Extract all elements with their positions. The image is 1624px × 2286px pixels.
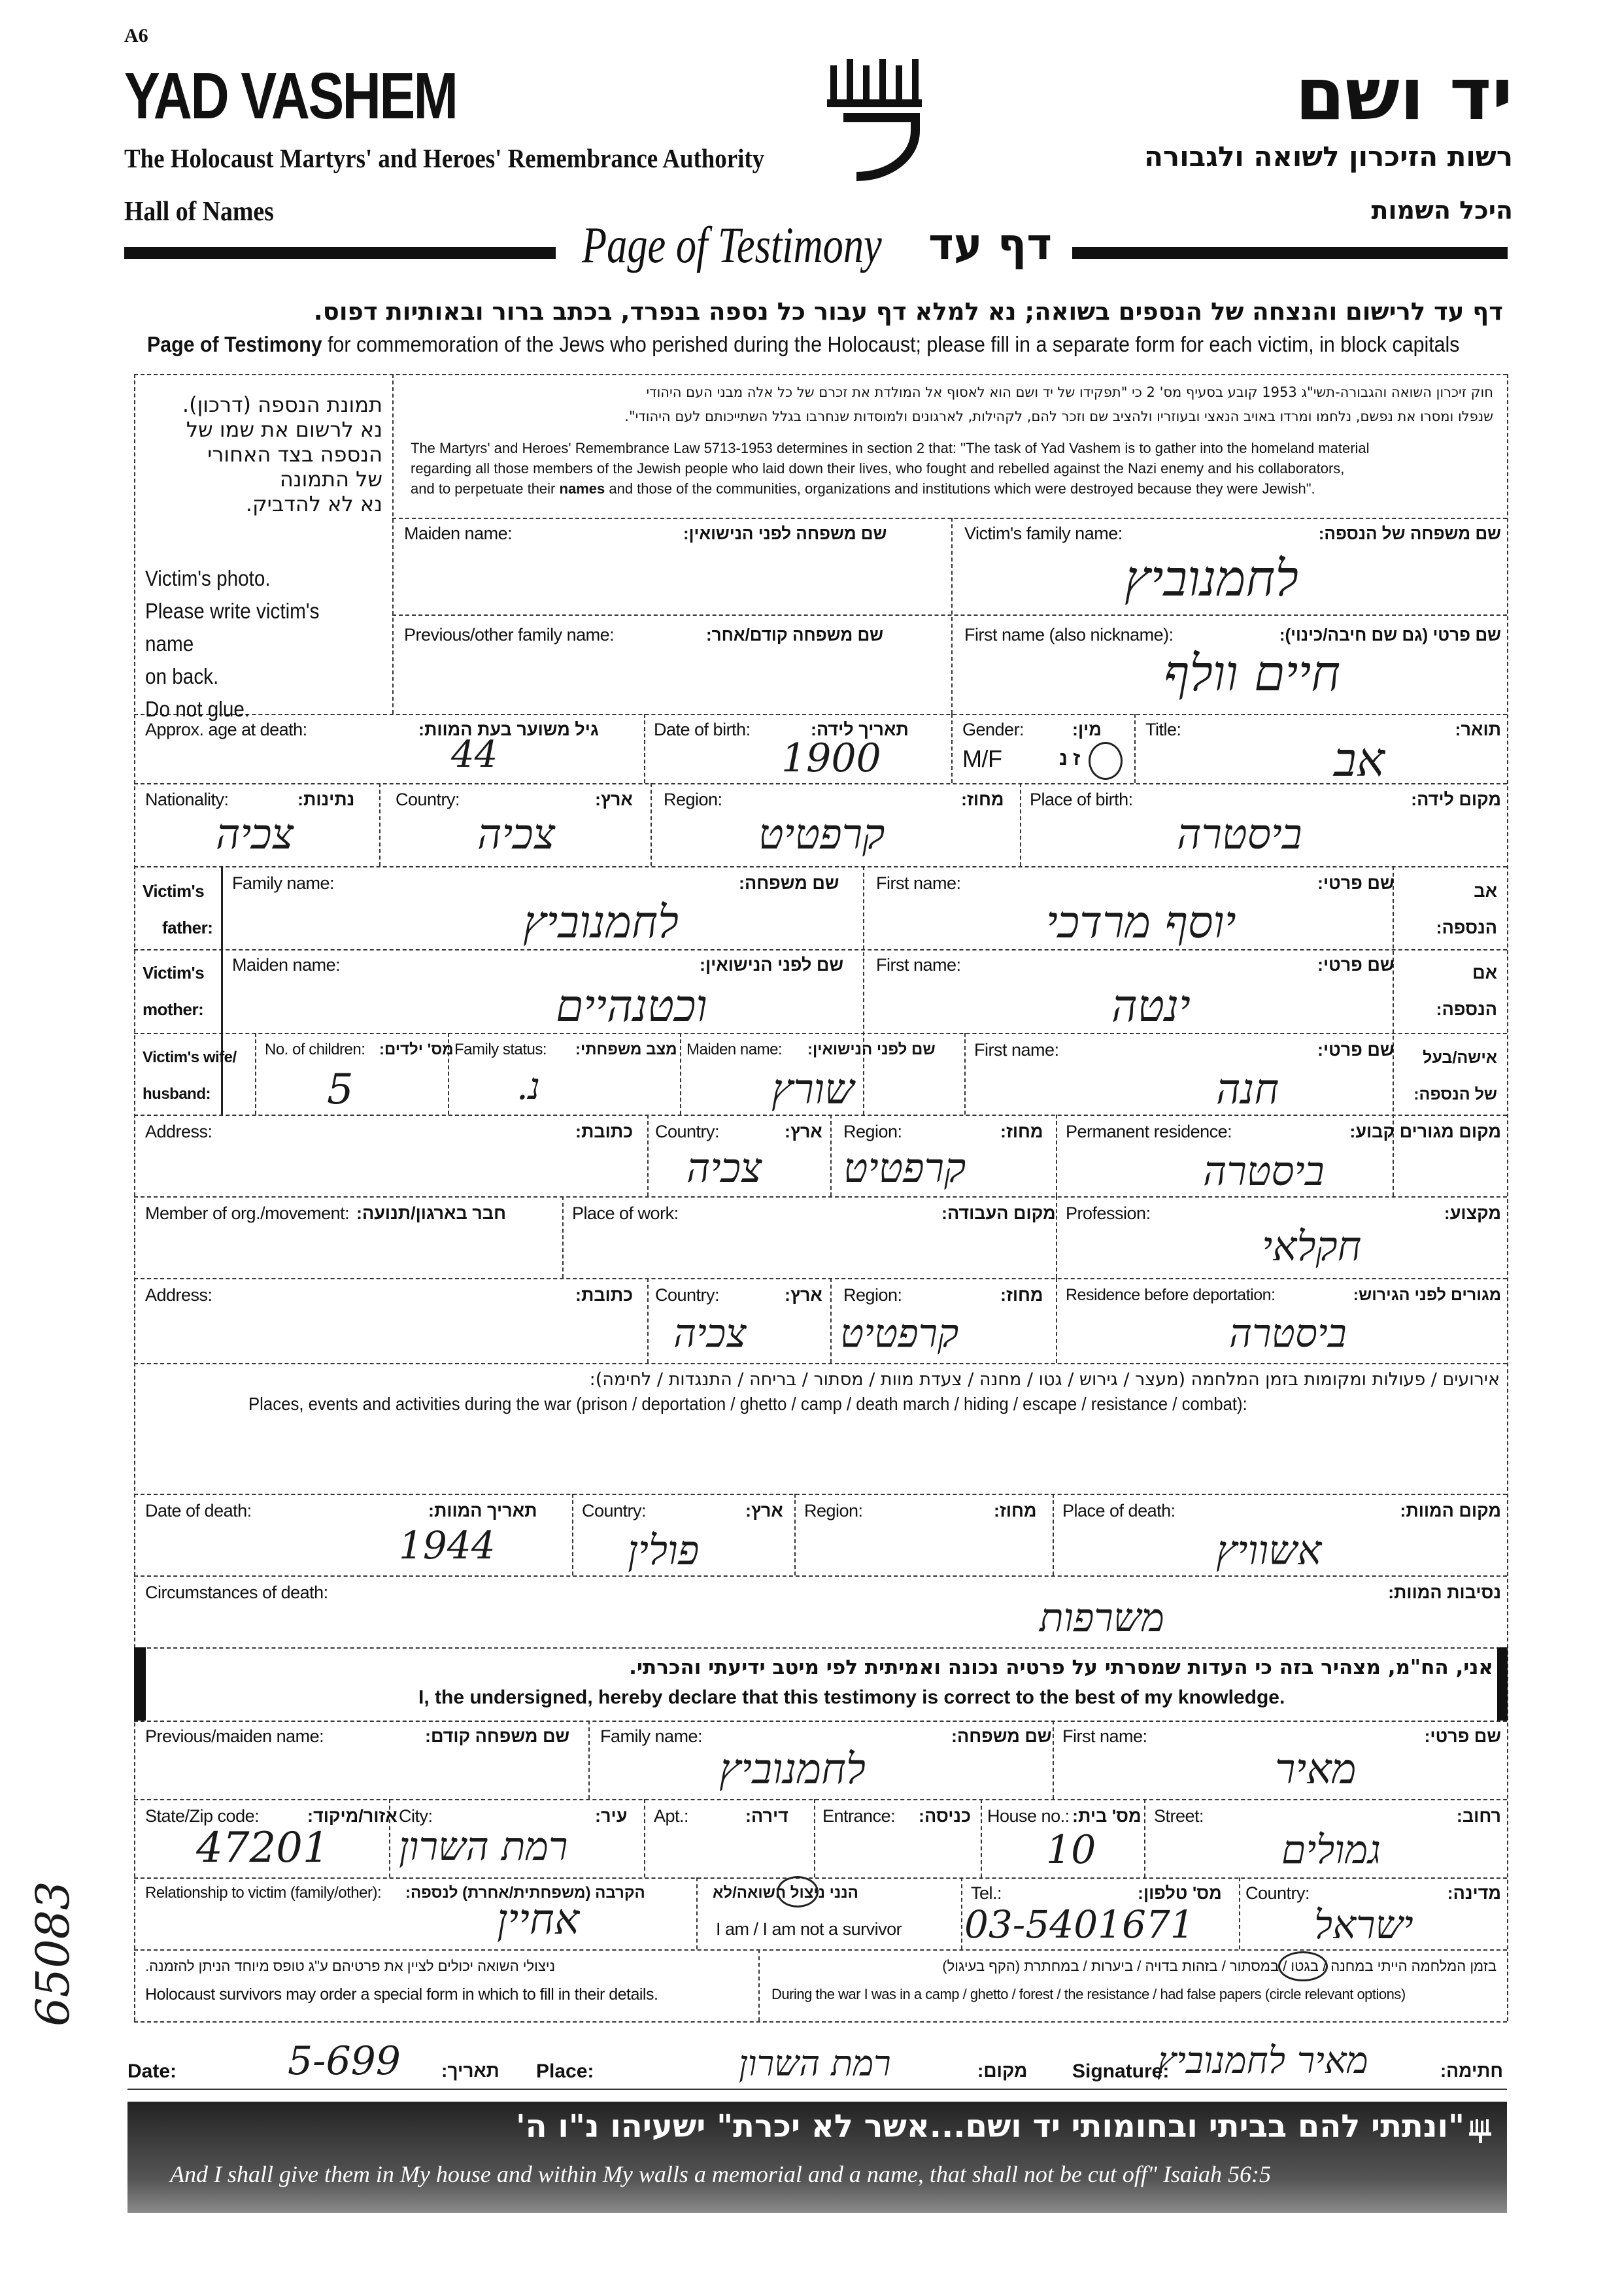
city-label: City:	[399, 1806, 433, 1826]
gender-label-he: מין:	[1072, 720, 1102, 739]
country-submitter-label-he: מדינה:	[1447, 1883, 1501, 1903]
mother-row-label-he: אם הנספה:	[1436, 963, 1497, 1019]
nationality-label-he: נתינות:	[297, 790, 355, 809]
family-status-label-he: מצב משפחתי:	[575, 1041, 677, 1058]
spouse-maiden-label-he: שם לפני הנישואין:	[807, 1041, 936, 1058]
photo-en-line: Please write victim's name	[145, 599, 320, 656]
spouse-row-label: Victim's wife/ husband:	[143, 1049, 237, 1103]
photo-en-line: on back.	[145, 664, 219, 688]
authority-en: The Holocaust Martyrs' and Heroes' Remembrance Authority	[124, 143, 765, 173]
father-row-label-he: אב הנספה:	[1436, 881, 1497, 937]
margin-number: 65083	[26, 1881, 80, 2026]
first-name-label-he: שם פרטי (גם שם חיבה/כינוי):	[1279, 625, 1501, 645]
death-country-value[interactable]: פולין	[628, 1526, 700, 1574]
maiden-name-label: Maiden name:	[404, 524, 513, 543]
sig-signature-label: Signature:	[1072, 2060, 1170, 2082]
address1-region-value[interactable]: קרפטיט	[843, 1144, 966, 1192]
camp-note-en: During the war I was in a camp / ghetto / forest / the resistance / had false papers (circle relevant options)	[771, 1986, 1406, 2002]
tel-label-he: מס' טלפון:	[1138, 1883, 1222, 1903]
address1-country-value[interactable]: צכיה	[686, 1144, 762, 1192]
father-family-label-he: שם משפחה:	[739, 873, 839, 893]
title-bar-right	[1072, 247, 1508, 259]
first-name-value[interactable]: חיים וולף	[1164, 644, 1341, 702]
place-of-work-label: Place of work:	[572, 1203, 679, 1223]
address2-label: Address:	[145, 1285, 212, 1305]
death-region-label-he: מחוז:	[994, 1501, 1037, 1521]
address1-label-he: כתובת:	[575, 1122, 634, 1141]
relationship-label-he: הקרבה (משפחתית/אחרת) לנספה:	[405, 1884, 645, 1902]
sig-date-label: Date:	[127, 2060, 177, 2082]
intro-he: דף עד לרישום והנצחה של הנספים בשואה; נא למלא דף עבור כל נספה בנפרד, בכתב ברור ובאותיות דפוס.	[313, 297, 1503, 326]
spouse-first-label: First name:	[974, 1040, 1059, 1060]
survivor-label-en[interactable]: I am / I am not a survivor	[716, 1919, 902, 1939]
corner-mark: A6	[124, 25, 148, 46]
menorah-icon	[1468, 2118, 1494, 2144]
hall-en: Hall of Names	[124, 197, 274, 227]
dob-label-he: תאריך לידה:	[811, 720, 909, 739]
org-name-he: יד ושם	[1294, 52, 1513, 136]
address2-country-label: Country:	[655, 1285, 720, 1305]
photo-he-line: נא לא להדביק.	[245, 492, 382, 516]
gender-circle	[1089, 742, 1123, 780]
address1-region-label-he: מחוז:	[1000, 1122, 1043, 1141]
camp-circle	[1278, 1951, 1328, 1981]
place-of-birth-label-he: מקום לידה:	[1411, 790, 1501, 809]
spouse-maiden-label: Maiden name:	[686, 1041, 783, 1058]
photo-he-line: של התמונה	[279, 467, 382, 492]
submitter-family-label: Family name:	[600, 1726, 703, 1746]
family-status-value[interactable]: נ.	[516, 1066, 541, 1108]
father-row-label: Victim's father:	[143, 881, 213, 937]
address2-country-value[interactable]: צכיה	[673, 1311, 747, 1356]
sig-date-value[interactable]: 5-699	[288, 2038, 401, 2084]
street-value[interactable]: גמולים	[1281, 1827, 1381, 1873]
law-he-2: שנפלו ומסרו את נפשם, נלחמו ומרדו באויב הנאצי ובעוזריו ולהציב שם וזכר להם, לקהילות, לארגונים ולמוסדות שנחרבו בגלל השתייכותם לעם היהודי".	[624, 409, 1493, 424]
dob-label: Date of birth:	[654, 720, 751, 739]
father-first-value[interactable]: יוסף מרדכי	[1046, 897, 1236, 949]
circumstances-value[interactable]: משרפות	[1040, 1595, 1164, 1641]
country-submitter-label: Country:	[1245, 1883, 1310, 1903]
submitter-prev-label-he: שם משפחה קודם:	[425, 1726, 570, 1746]
victim-family-name-label: Victim's family name:	[964, 524, 1123, 543]
title-label-he: תואר:	[1455, 720, 1501, 739]
maiden-name-label-he: שם משפחה לפני הנישואין:	[683, 524, 887, 543]
signature-underline	[127, 2089, 1507, 2090]
photo-en-line: Victim's photo.	[145, 566, 271, 590]
region-label-he: מחוז:	[961, 790, 1004, 809]
member-label: Member of org./movement:	[145, 1203, 350, 1223]
declaration-en: I, the undersigned, hereby declare that this testimony is correct to the best of my knowledge.	[418, 1687, 1285, 1708]
member-label-he: חבר בארגון/תנועה:	[356, 1203, 506, 1223]
relationship-value[interactable]: אחיין	[497, 1896, 580, 1944]
victim-family-name-value[interactable]: לחמנוביץ	[1125, 549, 1298, 607]
zip-label-he: אזור/מיקוד:	[307, 1806, 398, 1826]
father-family-value[interactable]: לחמנוביץ	[523, 897, 679, 949]
footer-verse-he: "ונתתי להם בביתי ובחומותי יד ושם...אשר לא יכרת" ישעיהו נ"ו ה'	[515, 2108, 1464, 2145]
apt-label-he: דירה:	[745, 1806, 788, 1826]
sig-place-value[interactable]: רמת השרון	[739, 2043, 891, 2084]
intro-en	[147, 332, 1459, 357]
gender-options-he[interactable]: ז נ	[1059, 748, 1081, 769]
age-value[interactable]: 44	[451, 733, 498, 776]
sig-signature-value[interactable]: מאיר לחמנוביץ	[1157, 2040, 1368, 2082]
address1-country-label-he: ארץ:	[785, 1122, 822, 1141]
mother-row-label: Victim's mother:	[143, 963, 205, 1019]
profession-label-he: מקצוע:	[1444, 1203, 1501, 1223]
mother-maiden-label-he: שם לפני הנישואין:	[700, 955, 844, 975]
place-of-death-value[interactable]: אשוויץ	[1216, 1526, 1322, 1574]
photo-he-line: תמונת הנספה (דרכון).	[182, 392, 382, 417]
country-submitter-value[interactable]: ישראל	[1314, 1902, 1413, 1948]
submitter-first-label-he: שם פרטי:	[1424, 1726, 1501, 1746]
tel-value[interactable]: 03-5401671	[964, 1902, 1194, 1947]
residence-before-deportation-value[interactable]: ביסטרה	[1229, 1311, 1347, 1356]
address2-region-label: Region:	[843, 1285, 902, 1305]
street-label-he: רחוב:	[1456, 1806, 1501, 1826]
place-of-birth-label: Place of birth:	[1030, 790, 1133, 809]
survivor-label-he: הנני ניצול השואה/לא	[713, 1884, 858, 1902]
profession-value[interactable]: חקלאי	[1262, 1222, 1362, 1270]
org-name-en: YAD VASHEM	[124, 59, 457, 133]
sig-place-label-he: מקום:	[977, 2060, 1028, 2081]
entrance-label: Entrance:	[822, 1806, 896, 1826]
law-en-line: The Martyrs' and Heroes' Remembrance Law 5713-1953 determines in section 2 that: "The task of Yad Vashem is to gather into the homeland material	[411, 440, 1370, 456]
photo-instructions-he	[141, 392, 382, 516]
submitter-family-label-he: שם משפחה:	[951, 1726, 1052, 1746]
photo-instructions-en	[145, 562, 363, 726]
date-of-death-label: Date of death:	[145, 1501, 252, 1521]
declaration-bar-left	[134, 1647, 146, 1721]
permanent-residence-label-he: מקום מגורים קבוע:	[1349, 1122, 1501, 1141]
photo-en-line: Do not glue.	[145, 697, 250, 721]
previous-family-name-label-he: שם משפחה קודם/אחר:	[706, 625, 884, 645]
family-status-label: Family status:	[454, 1041, 547, 1058]
address1-region-label: Region:	[843, 1122, 902, 1141]
place-of-birth-value[interactable]: ביסטרה	[1177, 811, 1302, 859]
submitter-first-label: First name:	[1062, 1726, 1147, 1746]
place-of-death-label-he: מקום המוות:	[1400, 1501, 1501, 1521]
submitter-prev-label: Previous/maiden name:	[145, 1726, 324, 1746]
city-value[interactable]: רמת השרון	[399, 1824, 568, 1870]
father-family-label: Family name:	[232, 873, 335, 893]
zip-label: State/Zip code:	[145, 1806, 260, 1826]
date-of-death-label-he: תאריך המוות:	[428, 1501, 537, 1521]
children-label: No. of children:	[265, 1041, 365, 1058]
camp-note-he: בזמן המלחמה הייתי במחנה / בגטו / במסתור / בזהות בדויה / ביערות / במחתרת (הקף בעיגול)	[942, 1958, 1497, 1974]
circumstances-label: Circumstances of death:	[145, 1583, 328, 1602]
address2-label-he: כתובת:	[575, 1285, 634, 1305]
circumstances-label-he: נסיבות המוות:	[1388, 1583, 1501, 1602]
submitter-family-value[interactable]: לחמנוביץ	[719, 1745, 866, 1794]
address2-country-label-he: ארץ:	[785, 1285, 822, 1305]
submitter-first-value[interactable]: מאיר	[1275, 1745, 1357, 1794]
death-region-label: Region:	[804, 1501, 863, 1521]
gender-label: Gender:	[962, 720, 1024, 739]
spouse-maiden-value[interactable]: שורץ	[771, 1066, 854, 1114]
city-label-he: עיר:	[595, 1806, 628, 1826]
place-of-death-label: Place of death:	[1062, 1501, 1176, 1521]
zip-value[interactable]: 47201	[196, 1824, 330, 1872]
title-bar-left	[124, 247, 556, 259]
father-first-label: First name:	[876, 873, 961, 893]
age-label: Approx. age at death:	[145, 720, 307, 739]
mother-first-label-he: שם פרטי:	[1317, 955, 1395, 975]
law-he-1: חוק זיכרון השואה והגבורה-תשי"ג 1953 קובע בסעיף מס' 2 כי "תפקידו של יד ושם הוא לאסוף אל המולדת את זכרם של כל אלה מבני העם היהודי	[646, 384, 1493, 400]
spouse-first-value[interactable]: חנה	[1216, 1066, 1279, 1114]
hall-he: היכל השמות	[1371, 196, 1513, 225]
law-en	[411, 438, 1370, 499]
declaration-bar-right	[1497, 1647, 1508, 1721]
address2-region-label-he: מחוז:	[1000, 1285, 1043, 1305]
page-title-he: דף עד	[928, 219, 1053, 269]
title-label: Title:	[1145, 720, 1181, 739]
footer-verse-en: And I shall give them in My house and within My walls a memorial and a name, that shall not be cut off" Isaiah 56:5	[170, 2161, 1271, 2187]
nationality-value[interactable]: צכיה	[216, 811, 294, 859]
children-value[interactable]: 5	[327, 1066, 354, 1114]
place-of-work-label-he: מקום העבודה:	[941, 1203, 1056, 1223]
residence-before-deportation-label-he: מגורים לפני הגירוש:	[1353, 1286, 1501, 1304]
survivors-note-en: Holocaust survivors may order a special form in which to fill in their details.	[145, 1985, 658, 2004]
children-label-he: מס' ילדים:	[379, 1041, 454, 1058]
intro-en-bold: Page of Testimony	[147, 332, 322, 356]
mother-maiden-value[interactable]: וכטנהיים	[556, 981, 707, 1032]
country-label-he: ארץ:	[595, 790, 633, 809]
survivor-circle	[777, 1876, 819, 1908]
region-label: Region:	[664, 790, 722, 809]
tel-label: Tel.:	[971, 1883, 1002, 1903]
relationship-label: Relationship to victim (family/other):	[145, 1884, 382, 1902]
mother-maiden-label: Maiden name:	[232, 955, 341, 975]
declaration-he: אני, הח"מ, מצהיר בזה כי העדות שמסרתי על פרטיה נכונה ואמיתית לפי מיטב ידיעתי והכרתי.	[629, 1656, 1493, 1679]
authority-he: רשות הזיכרון לשואה ולגבורה	[1144, 141, 1513, 173]
spouse-row-label-he: אישה/בעל של הנספה:	[1413, 1049, 1497, 1103]
permanent-residence-label: Permanent residence:	[1066, 1122, 1232, 1141]
survivors-note-he: ניצולי השואה יכולים לציין את פרטיהם ע"ג טופס מיוחד הניתן להזמנה.	[145, 1958, 556, 1974]
gender-options[interactable]: M/F	[962, 745, 1002, 772]
intro-en-rest: for commemoration of the Jews who perished during the Holocaust; please fill in a separate form for each victim, in block capitals	[328, 332, 1460, 356]
law-en-line: regarding all those members of the Jewish people who laid down their lives, who fought and rebelled against the Nazi enemy and his collaborators,	[411, 460, 1345, 477]
entrance-label-he: כניסה:	[919, 1806, 972, 1826]
sig-place-label: Place:	[536, 2060, 594, 2082]
previous-family-name-label: Previous/other family name:	[404, 625, 615, 645]
title-value[interactable]: אב	[1334, 732, 1385, 787]
address2-region-value[interactable]: קרפטיט	[840, 1311, 959, 1356]
address1-country-label: Country:	[655, 1122, 720, 1141]
address1-label: Address:	[145, 1122, 212, 1141]
house-no-label: House no.:	[987, 1806, 1070, 1826]
mother-first-label: First name:	[876, 955, 961, 975]
house-no-value[interactable]: 10	[1046, 1827, 1096, 1873]
age-label-he: גיל משוער בעת המוות:	[418, 720, 599, 739]
permanent-residence-value[interactable]: ביסטרה	[1203, 1147, 1325, 1195]
death-country-label: Country:	[582, 1501, 647, 1521]
region-value[interactable]: קרפטיט	[758, 811, 885, 859]
war-events-en: Places, events and activities during the war (prison / deportation / ghetto / camp / death march / hiding / escape / resistance / combat):	[248, 1394, 1247, 1414]
residence-before-deportation-label: Residence before deportation:	[1066, 1286, 1276, 1304]
death-country-label-he: ארץ:	[745, 1501, 783, 1521]
nationality-label: Nationality:	[145, 790, 229, 809]
yad-vashem-logo	[817, 59, 935, 183]
photo-he-line: הנספה בצד האחורי	[207, 442, 382, 467]
dob-value[interactable]: 1900	[781, 735, 881, 781]
mother-first-value[interactable]: ינטה	[1111, 981, 1191, 1032]
apt-label: Apt.:	[654, 1806, 689, 1826]
first-name-label: First name (also nickname):	[964, 625, 1174, 645]
war-events-he: אירועים / פעולות ומקומות בזמן המלחמה (מעצר / גירוש / גטו / מחנה / צעדת מוות / מסתור / בריחה / התנגדות / לחימה):	[589, 1370, 1500, 1390]
sig-signature-label-he: חתימה:	[1440, 2060, 1503, 2081]
page-title-en: Page of Testimony	[582, 216, 882, 273]
spouse-first-label-he: שם פרטי:	[1317, 1040, 1395, 1060]
date-of-death-value[interactable]: 1944	[399, 1523, 496, 1568]
sig-date-label-he: תאריך:	[441, 2060, 499, 2081]
photo-he-line: נא לרשום את שמו של	[186, 417, 382, 442]
father-first-label-he: שם פרטי:	[1317, 873, 1395, 893]
country-label: Country:	[396, 790, 460, 809]
victim-family-name-label-he: שם משפחה של הנספה:	[1318, 524, 1501, 543]
profession-label: Profession:	[1066, 1203, 1151, 1223]
country-value[interactable]: צכיה	[477, 811, 556, 859]
street-label: Street:	[1154, 1806, 1204, 1826]
house-no-label-he: מס' בית:	[1072, 1806, 1142, 1826]
law-en-line: and to perpetuate their names and those of the communities, organizations and institutions which were destroyed because they were Jewish".	[411, 480, 1315, 497]
